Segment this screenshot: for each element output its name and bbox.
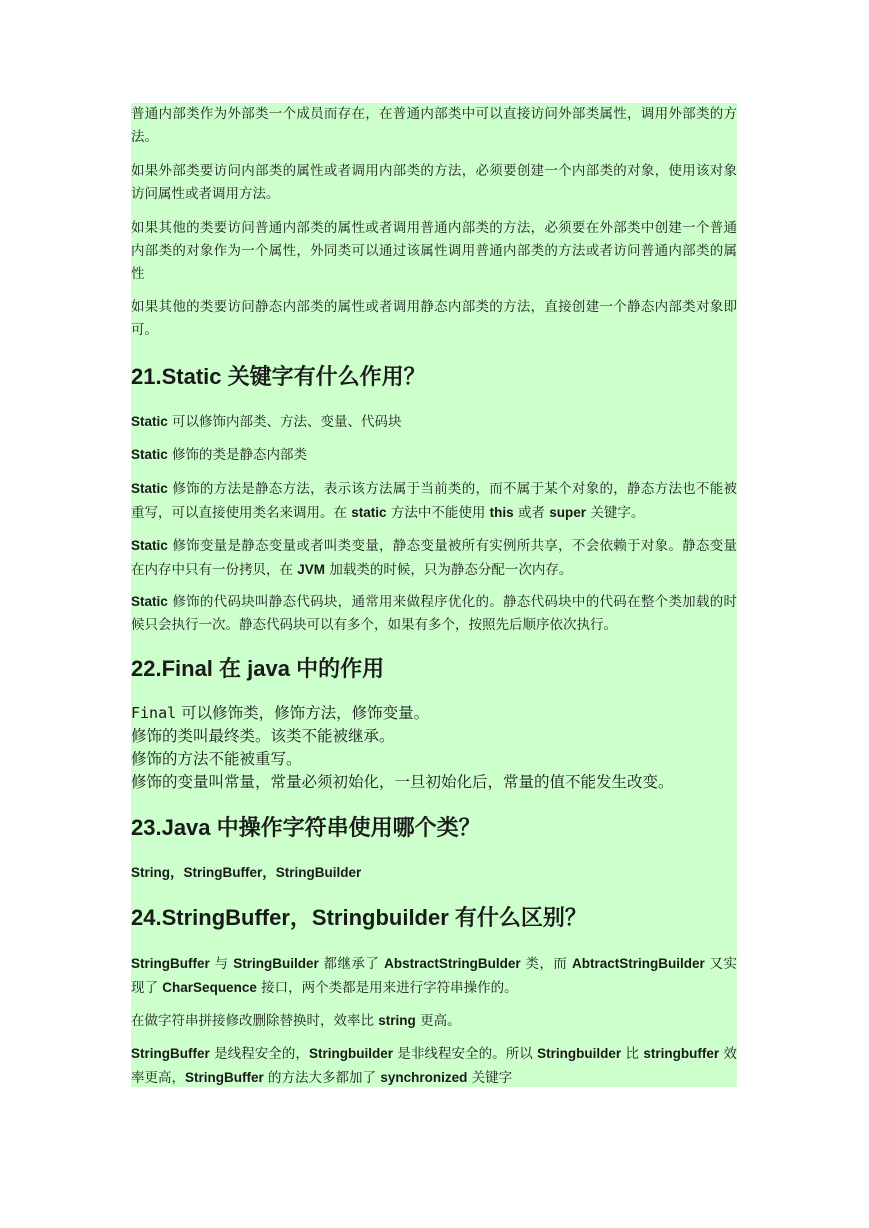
section-22-heading: 22.Final 在 java 中的作用 xyxy=(131,656,385,681)
final-description-block xyxy=(131,702,737,794)
stringbuffer-paragraph-1: StringBuffer 与 StringBuilder 都继承了 AbstractStringBulder 类，而 AbtractStringBuilder 又实现了 CharSequence 接口，两个类都是用来进行字符串操作的。 xyxy=(131,956,737,996)
section-24-heading: 24.StringBuffer，Stringbuilder 有什么区别？ xyxy=(131,905,587,930)
document-content-area xyxy=(131,103,737,1087)
static-paragraph-3: Static 修饰的方法是静态方法，表示该方法属于当前类的，而不属于某个对象的，静态方法也不能被重写，可以直接使用类名来调用。在 static 方法中不能使用 this 或者 super 关键字。 xyxy=(131,481,737,521)
final-line-3: 修饰的方法不能被重写。 xyxy=(131,750,302,768)
section-21-heading: 21.Static 关键字有什么作用？ xyxy=(131,364,426,389)
inner-class-paragraph-1: 普通内部类作为外部类一个成员而存在，在普通内部类中可以直接访问外部类属性，调用外部类的方法。 xyxy=(131,106,737,145)
inner-class-paragraph-2: 如果外部类要访问内部类的属性或者调用内部类的方法，必须要创建一个内部类的对象，使用该对象访问属性或者调用方法。 xyxy=(131,163,737,202)
section-23-heading: 23.Java 中操作字符串使用哪个类？ xyxy=(131,815,481,840)
string-classes-answer: String，StringBuffer，StringBuilder xyxy=(131,865,362,880)
static-paragraph-5: Static 修饰的代码块叫静态代码块，通常用来做程序优化的。静态代码块中的代码在整个类加载的时候只会执行一次。静态代码块可以有多个，如果有多个，按照先后顺序依次执行。 xyxy=(131,594,737,633)
final-line-4: 修饰的变量叫常量，常量必须初始化，一旦初始化后，常量的值不能发生改变。 xyxy=(131,773,674,791)
final-line-2: 修饰的类叫最终类。该类不能被继承。 xyxy=(131,727,395,745)
stringbuffer-paragraph-3: StringBuffer 是线程安全的，Stringbuilder 是非线程安全的。所以 Stringbuilder 比 stringbuffer 效率更高，StringBuffer 的方法大多都加了 synchronized 关键字 xyxy=(131,1046,737,1086)
static-paragraph-2: Static 修饰的类是静态内部类 xyxy=(131,447,308,463)
static-paragraph-1: Static 可以修饰内部类、方法、变量、代码块 xyxy=(131,414,402,430)
final-line-1: Final 可以修饰类，修饰方法，修饰变量。 xyxy=(131,704,430,722)
stringbuffer-paragraph-2: 在做字符串拼接修改删除替换时，效率比 string 更高。 xyxy=(131,1013,461,1029)
inner-class-paragraph-3: 如果其他的类要访问普通内部类的属性或者调用普通内部类的方法，必须要在外部类中创建一个普通内部类的对象作为一个属性，外同类可以通过该属性调用普通内部类的方法或者访问普通内部类的属性 xyxy=(131,220,737,282)
inner-class-paragraph-4: 如果其他的类要访问静态内部类的属性或者调用静态内部类的方法，直接创建一个静态内部类对象即可。 xyxy=(131,299,737,338)
static-paragraph-4: Static 修饰变量是静态变量或者叫类变量，静态变量被所有实例所共享，不会依赖于对象。静态变量在内存中只有一份拷贝，在 JVM 加载类的时候，只为静态分配一次内存。 xyxy=(131,538,737,578)
